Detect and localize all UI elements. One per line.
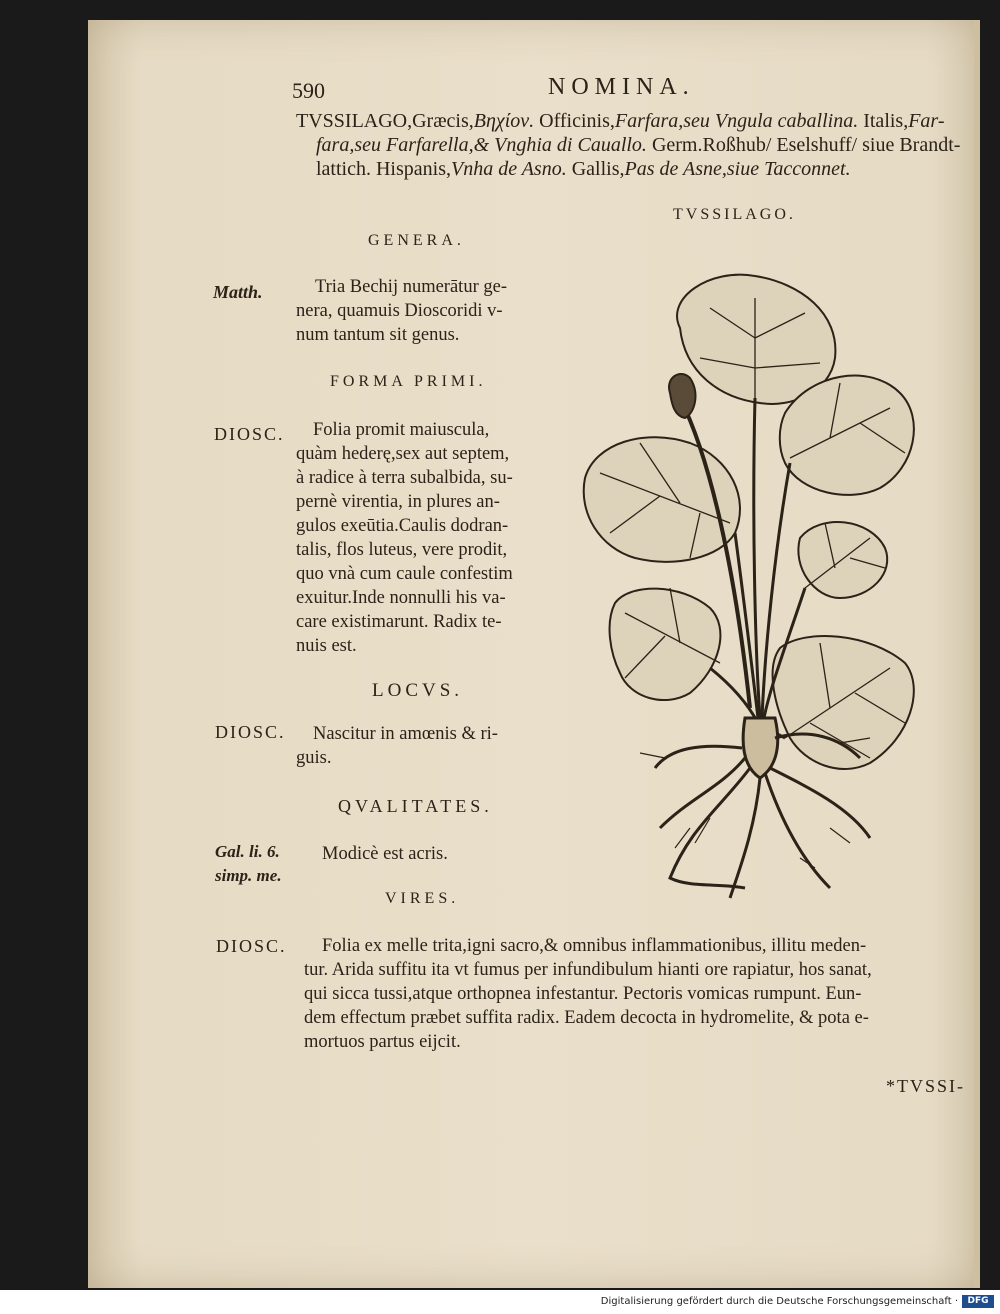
margin-note-matth: Matth. xyxy=(213,282,263,302)
text-line: care existimarunt. Radix te- xyxy=(296,612,502,632)
text-line: tur. Arida suffitu ita vt fumus per infundibulum hianti ore rapiatur, hos sanat, xyxy=(304,960,872,980)
page-edge xyxy=(974,20,980,1288)
text-line: Folia ex melle trita,igni sacro,& omnibus inflammationibus, illitu meden- xyxy=(322,936,867,956)
synonyms-text: Officinis, xyxy=(534,110,615,132)
text-line: à radice à terra subalbida, su- xyxy=(296,468,513,488)
text-line: guis. xyxy=(296,748,332,768)
digitization-credit: Digitalisierung gefördert durch die Deutsche Forschungsgemeinschaft · xyxy=(600,1296,958,1307)
tussilago-woodcut-icon xyxy=(570,268,930,908)
margin-note-diosc: DIOSC. xyxy=(214,424,285,444)
dfg-logo: DFG xyxy=(962,1295,994,1308)
synonyms-text: Italis, xyxy=(858,110,909,132)
text-line: nuis est. xyxy=(296,636,357,656)
text-line: Tria Bechij numerātur ge- xyxy=(315,277,507,297)
synonyms-line-1 xyxy=(296,110,944,133)
text-line: quo vnà cum caule confestim xyxy=(296,564,513,584)
margin-note-galen: Gal. li. 6. xyxy=(215,842,280,861)
text-line: exuitur.Inde nonnulli his va- xyxy=(296,588,506,608)
synonyms-italic: fara,seu Farfarella,& Vnghia di Cauallo. xyxy=(316,134,647,156)
synonyms-text: TVSSILAGO,Græcis, xyxy=(296,110,474,132)
text-line: quàm hederę,sex aut septem, xyxy=(296,444,510,464)
synonyms-text: Gallis, xyxy=(566,158,625,180)
synonyms-italic: Vnha de Asno. xyxy=(450,158,567,180)
margin-note-diosc: DIOSC. xyxy=(215,722,286,742)
heading-qualitates: QVALITATES. xyxy=(338,796,493,816)
page-number: 590 xyxy=(292,78,325,103)
heading-forma: FORMA PRIMI. xyxy=(330,373,487,390)
heading-locus: LOCVS. xyxy=(372,680,464,701)
text-line: Nascitur in amœnis & ri- xyxy=(313,724,498,744)
text-line: mortuos partus eijcit. xyxy=(304,1032,461,1052)
text-line: Modicè est acris. xyxy=(322,844,448,864)
margin-note-diosc: DIOSC. xyxy=(216,936,287,956)
synonyms-line-2 xyxy=(316,134,960,157)
synonyms-italic: Farfara,seu Vngula caballina. xyxy=(614,110,859,132)
text-line: pernè virentia, in plures an- xyxy=(296,492,500,512)
catchword: *TVSSI- xyxy=(886,1076,966,1096)
running-head: NOMINA. xyxy=(548,74,695,100)
text-line: Folia promit maiuscula, xyxy=(313,420,490,440)
synonyms-text: Germ.Roßhub/ Eselshuff/ siue Brandt- xyxy=(646,134,961,156)
margin-note-galen-2: simp. me. xyxy=(215,866,282,885)
text-line: gulos exeūtia.Caulis dodran- xyxy=(296,516,509,536)
synonyms-greek: Βηχίον. xyxy=(473,110,535,132)
text-line: nera, quamuis Dioscoridi v- xyxy=(296,301,503,321)
text-line: qui sicca tussi,atque orthopnea infestantur. Pectoris vomicas rumpunt. Eun- xyxy=(304,984,862,1004)
synonyms-line-3 xyxy=(316,158,851,181)
text-line: num tantum sit genus. xyxy=(296,325,460,345)
heading-genera: GENERA. xyxy=(368,232,465,249)
synonyms-italic: Far- xyxy=(908,110,945,132)
synonyms-italic: Pas de Asne,siue Tacconnet. xyxy=(624,158,851,180)
heading-vires: VIRES. xyxy=(385,890,460,907)
figure-caption: TVSSILAGO. xyxy=(673,206,796,223)
synonyms-text: lattich. Hispanis, xyxy=(316,158,451,180)
text-line: talis, flos luteus, vere prodit, xyxy=(296,540,508,560)
text-line: dem effectum præbet suffita radix. Eadem decocta in hydromelite, & pota e- xyxy=(304,1008,869,1028)
